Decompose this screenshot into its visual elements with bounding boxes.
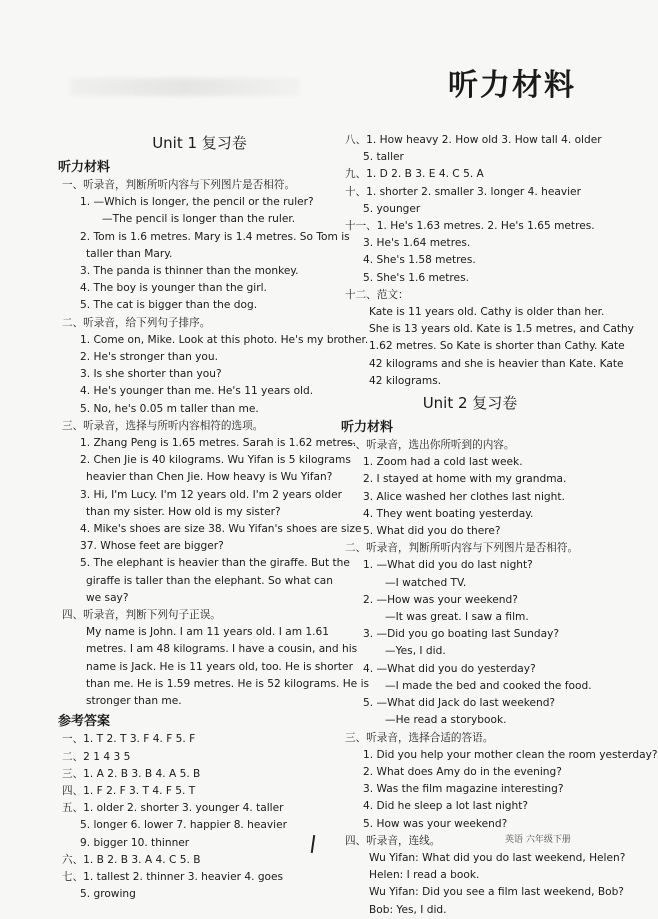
text-line: 2. What does Amy do in the evening? [363,765,562,778]
text-line: 一、1. T 2. T 3. F 4. F 5. F [62,733,196,746]
footer-text: 英语 六年级下册 [505,835,571,845]
text-line: —He read a storybook. [385,714,507,727]
text-line: 3. He's 1.64 metres. [363,237,471,250]
text-line: Helen: I read a book. [369,869,480,882]
text-line: 3. Alice washed her clothes last night. [363,490,565,503]
text-line: 4. —What did you do yesterday? [363,662,536,675]
text-line: 七、1. tallest 2. thinner 3. heavier 4. goes [62,870,284,883]
text-line: giraffe is taller than the elephant. So what can [86,574,334,587]
text-line: Wu Yifan: Did you see a film last weekend, Bob? [369,886,624,899]
unit-1-section-title: 听力材料 [58,160,111,175]
left-column [58,132,370,903]
text-line: 十一、1. He's 1.63 metres. 2. He's 1.65 metres. [345,220,595,233]
text-line: 六、1. B 2. B 3. A 4. C 5. B [62,853,201,866]
text-line: 1. Come on, Mike. Look at this photo. He's my brother. [80,333,369,346]
text-line: 3. Is she shorter than you? [80,368,222,381]
text-line: 四、1. F 2. F 3. T 4. F 5. T [62,784,196,797]
text-line: 二、2 1 4 3 5 [62,750,131,763]
unit-2-listening-text [345,437,658,919]
text-line: Bob: Yes, I did. [369,903,447,916]
text-line: 1. —What did you do last night? [363,559,533,572]
text-line: 一、听录音，判断所听内容与下列图片是否相符。 [62,179,296,191]
right-column [341,132,658,919]
text-line: 2. —How was your weekend? [363,593,518,606]
text-line: 三、听录音，选择与所听内容相符的选项。 [62,419,264,432]
text-line: My name is John. I am 11 years old. I am 1.61 [86,626,329,639]
text-line: 5. —What did Jack do last weekend? [363,697,556,710]
text-line: 1. Zoom had a cold last week. [363,456,523,469]
text-line: 4. Mike's shoes are size 38. Wu Yifan's shoes are size [80,523,362,536]
text-line: 4. They went boating yesterday. [363,507,534,520]
text-line: metres. I am 48 kilograms. I have a cousin, and his [86,643,358,656]
text-line: —Yes, I did. [385,645,446,658]
text-line: —I made the bed and cooked the food. [385,679,592,692]
text-line: 5. The cat is bigger than the dog. [80,299,258,312]
text-line: 2. I stayed at home with my grandma. [363,473,567,486]
text-line: 1. —Which is longer, the pencil or the ruler? [80,196,314,209]
text-line: taller than Mary. [86,247,173,260]
text-line: 3. Hi, I'm Lucy. I'm 12 years old. I'm 2 years older [80,488,342,501]
text-line: 5. younger [363,202,421,215]
text-line: —The pencil is longer than the ruler. [102,213,296,226]
text-line: 9. bigger 10. thinner [80,836,190,849]
text-line: stronger than me. [86,695,182,708]
text-line: 1. Zhang Peng is 1.65 metres. Sarah is 1.62 metres. [80,437,357,450]
text-line: 42 kilograms and she is heavier than Kate. Kate [369,357,624,370]
text-line: 十二、范文： [345,288,409,301]
text-line: 37. Whose feet are bigger? [80,540,224,553]
answers-continued [345,132,634,390]
unit-1-title: Unit 1 复习卷 [152,134,247,152]
text-line: 4. Did he sleep a lot last night? [363,800,529,813]
text-line: 3. The panda is thinner than the monkey. [80,265,299,278]
text-line: 八、1. How heavy 2. How old 3. How tall 4. older [345,134,602,146]
text-line: 5. The elephant is heavier than the giraffe. But the [80,557,350,570]
text-line: 5. growing [80,888,136,901]
text-line: 三、1. A 2. B 3. B 4. A 5. B [62,767,201,780]
text-line: 四、听录音，判断下列句子正误。 [62,609,221,622]
text-line: 4. He's younger than me. He's 11 years old. [80,385,314,398]
text-line: heavier than Chen Jie. How heavy is Wu Yifan? [86,471,333,484]
page-title: 听力材料 [448,68,576,103]
text-line: 九、1. D 2. B 3. E 4. C 5. A [345,168,484,181]
text-line: 5. taller [363,151,404,164]
text-line: 4. She's 1.58 metres. [363,254,476,267]
text-line: 42 kilograms. [369,374,442,387]
text-line: name is Jack. He is 11 years old, too. He is shorter [86,660,353,673]
text-line: 二、听录音，给下列句子排序。 [62,316,211,329]
text-line: 4. The boy is younger than the girl. [80,282,267,295]
text-line: 一、听录音，选出你所听到的内容。 [345,439,515,452]
text-line: 3. —Did you go boating last Sunday? [363,628,560,641]
text-line: than me. He is 1.59 metres. He is 52 kilograms. He is [86,677,370,690]
text-line: we say? [86,591,129,604]
text-line: She is 13 years old. Kate is 1.5 metres, and Cathy [369,323,634,336]
text-line: 十、1. shorter 2. smaller 3. longer 4. heavier [345,185,581,198]
unit-2-section-title: 听力材料 [341,420,394,436]
text-line: 2. Chen Jie is 40 kilograms. Wu Yifan is 5 kilograms [80,454,351,467]
text-line: 1. Did you help your mother clean the room yesterday? [363,748,658,761]
scan-shadow [70,78,300,96]
text-line: 1.62 metres. So Kate is shorter than Cathy. Kate [369,340,625,353]
unit-2-title: Unit 2 复习卷 [422,394,518,413]
text-line: 三、听录音，选择合适的答语。 [345,731,494,744]
text-line: 5. What did you do there? [363,525,501,538]
text-line: 四、听录音，连线。 [345,834,441,847]
text-line: 二、听录音，判断所听内容与下列图片是否相符。 [345,542,579,555]
answers-list [62,731,337,903]
text-line: 2. Tom is 1.6 metres. Mary is 1.4 metres. So Tom is [80,230,350,243]
text-line: Wu Yifan: What did you do last weekend, Helen? [369,851,626,864]
text-line: 5. She's 1.6 metres. [363,271,469,284]
text-line: 3. Was the film magazine interesting? [363,783,564,796]
answers-title: 参考答案 [58,714,111,730]
text-line: 5. How was your weekend? [363,817,508,830]
text-line: Kate is 11 years old. Cathy is older than her. [369,306,605,319]
text-line: 5. longer 6. lower 7. happier 8. heavier [80,819,287,832]
text-line: 五、1. older 2. shorter 3. younger 4. taller [62,802,284,815]
text-line: —I watched TV. [385,576,467,589]
text-line: 5. No, he's 0.05 m taller than me. [80,402,259,415]
text-line: —It was great. I saw a film. [385,611,529,624]
text-line: than my sister. How old is my sister? [86,505,281,518]
text-line: 2. He's stronger than you. [80,351,218,364]
